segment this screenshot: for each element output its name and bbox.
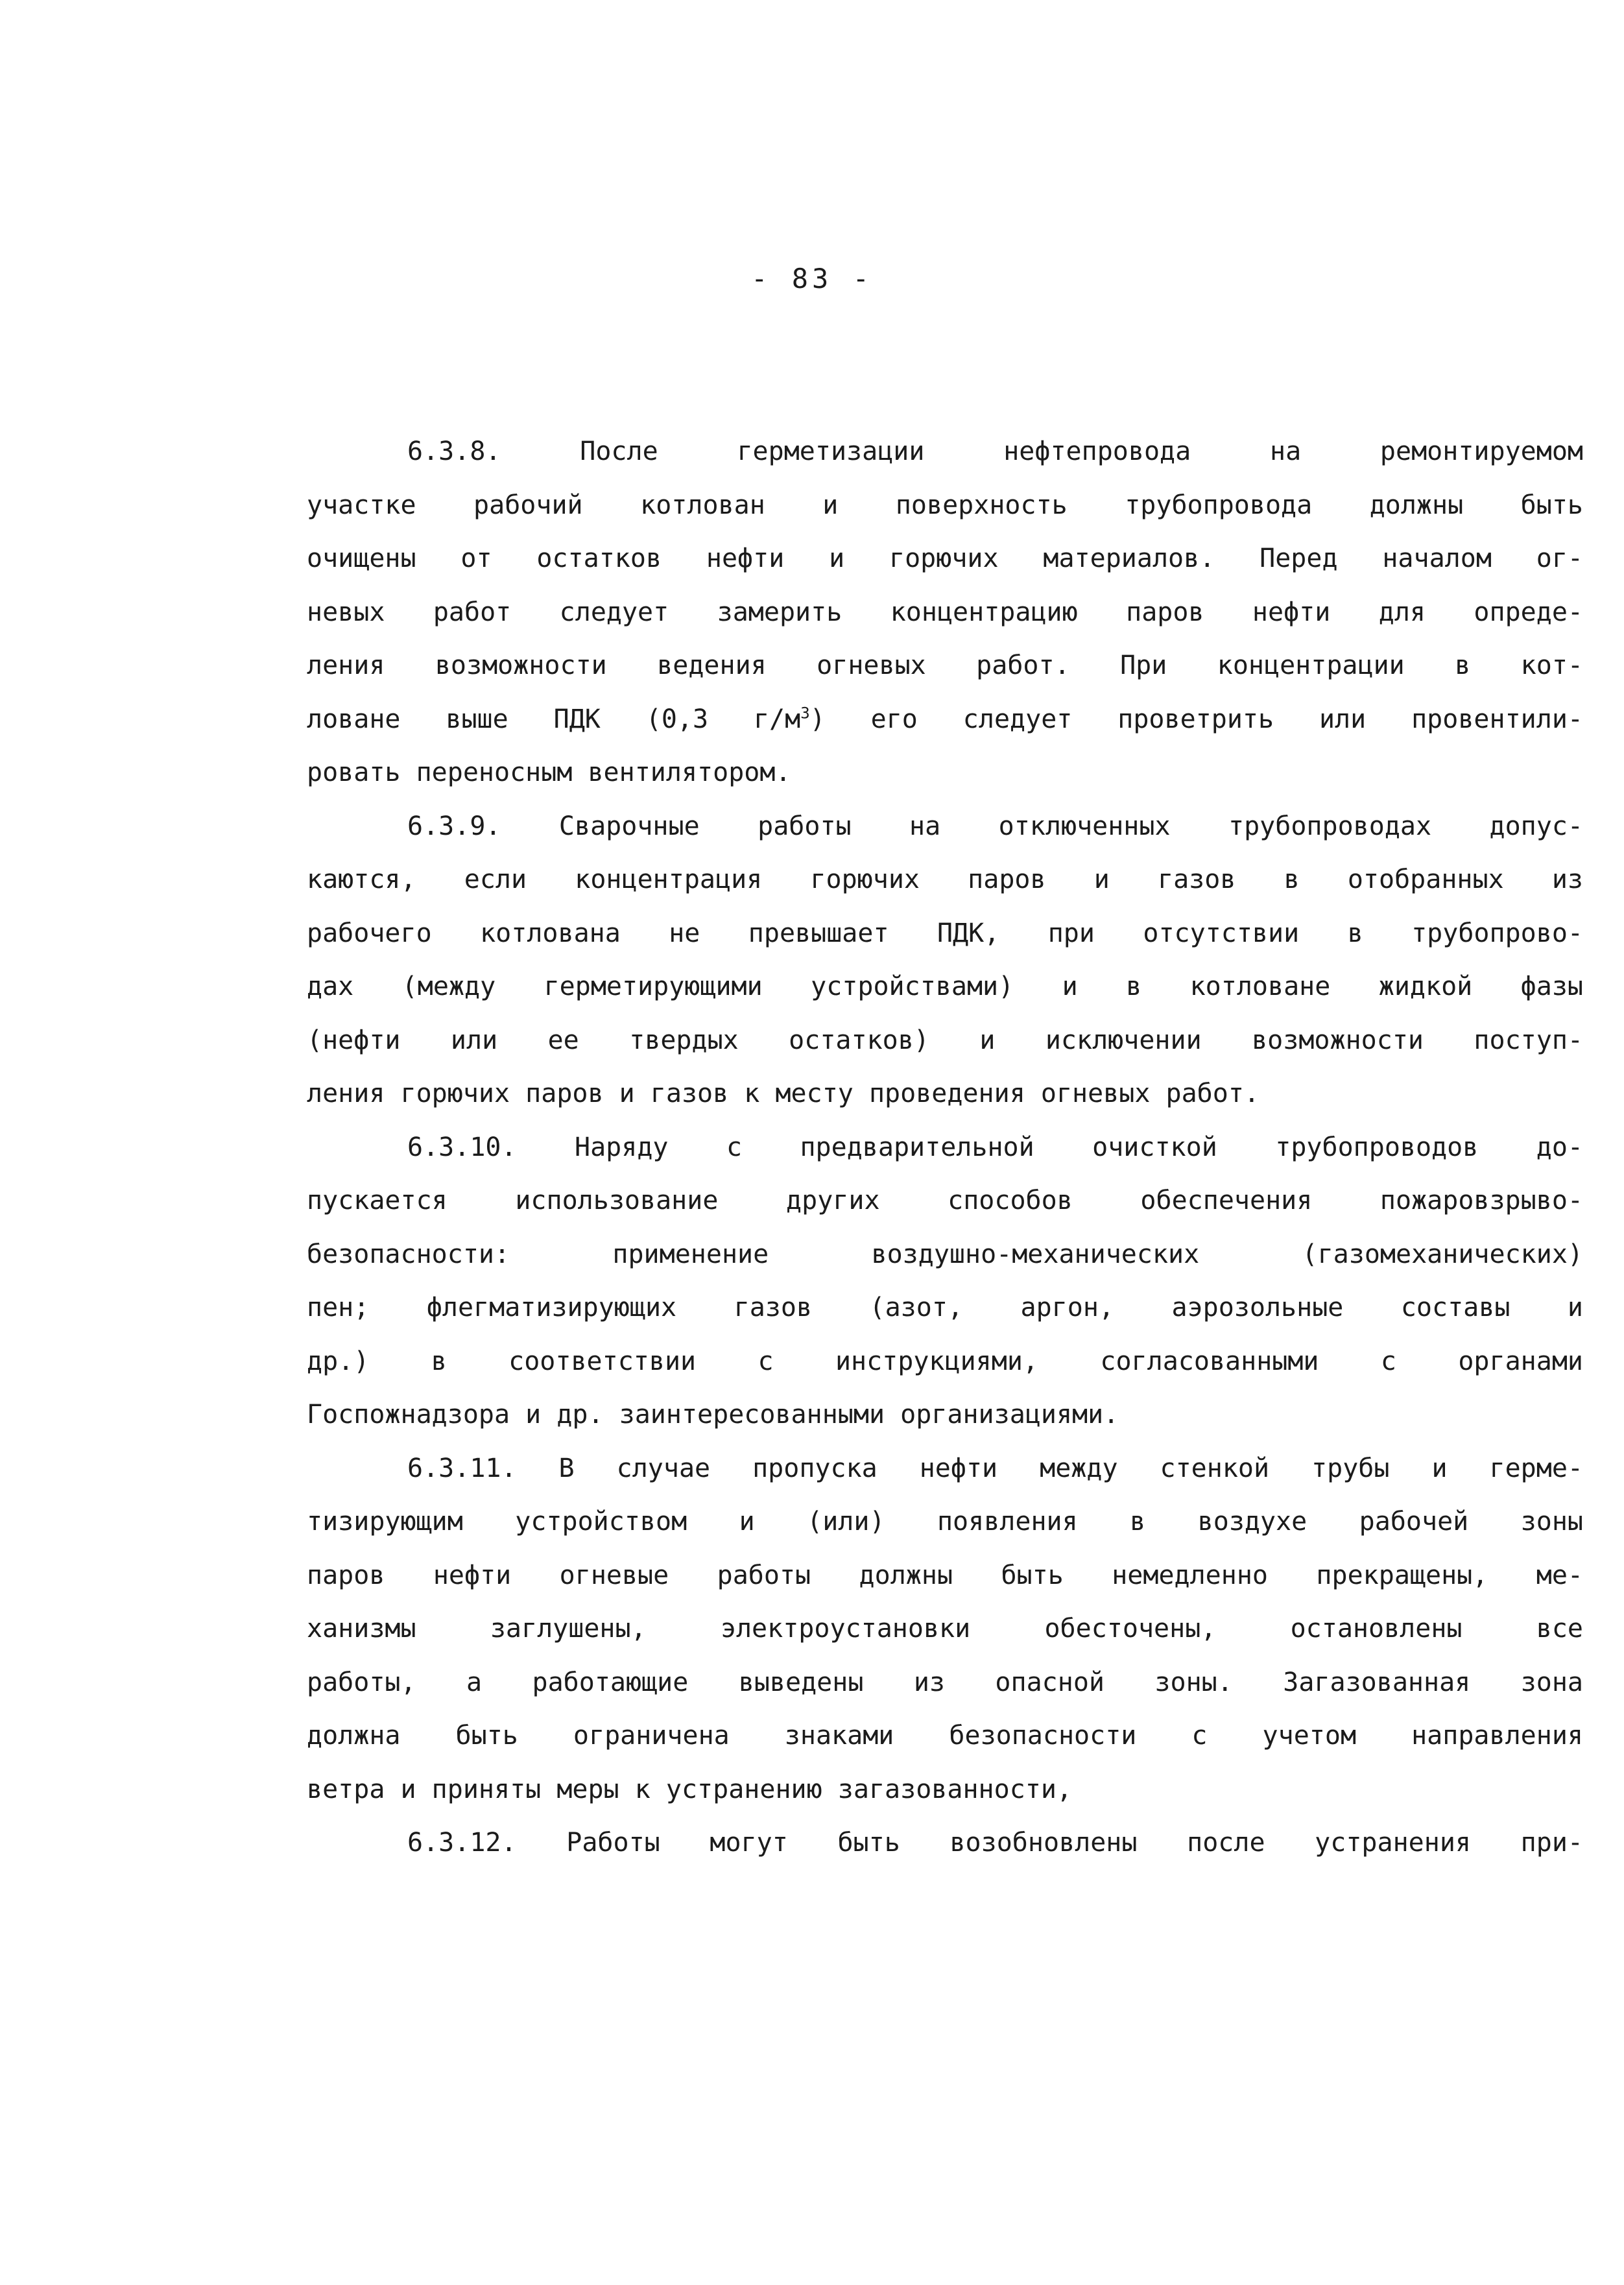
page-number: - 83 - xyxy=(751,263,873,294)
text-line: дах (между герметирующими устройствами) и в котловане жидкой фазы xyxy=(307,972,1583,1001)
text-fragment: ) его следует проветрить или провентили- xyxy=(809,704,1584,734)
text-line: 6.3.8. После герметизации нефтепровода на ремонтируемом xyxy=(407,437,1583,466)
document-body xyxy=(307,425,1583,1870)
text-line: работы, а работающие выведены из опасной зоны. Загазованная зона xyxy=(307,1667,1583,1697)
text-fragment: ловане выше ПДК (0,3 г/м xyxy=(307,704,801,734)
text-line: тизирующим устройством и (или) появления в воздухе рабочей зоны xyxy=(307,1507,1583,1537)
text-line: (нефти или ее твердых остатков) и исключении возможности поступ- xyxy=(307,1025,1583,1055)
text-line: невых работ следует замерить концентрацию паров нефти для опреде- xyxy=(307,597,1583,627)
text-line: ханизмы заглушены, электроустановки обесточены, остановлены все xyxy=(307,1614,1583,1644)
text-line: ления возможности ведения огневых работ. При концентрации в кот- xyxy=(307,651,1583,680)
paragraph-6-3-10 xyxy=(307,1121,1583,1442)
text-line: 6.3.12. Работы могут быть возобновлены после устранения при- xyxy=(407,1828,1583,1858)
paragraph-6-3-8 xyxy=(307,425,1583,800)
text-line: 6.3.9. Сварочные работы на отключенных трубопроводах допус- xyxy=(407,811,1583,841)
text-line: паров нефти огневые работы должны быть немедленно прекращены, ме- xyxy=(307,1560,1583,1590)
text-line: ветра и приняты меры к устранению загазованности, xyxy=(307,1774,1073,1804)
text-line: 6.3.10. Наряду с предварительной очисткой трубопроводов до- xyxy=(407,1132,1583,1162)
paragraph-6-3-9 xyxy=(307,800,1583,1121)
text-line: участке рабочий котлован и поверхность трубопровода должны быть xyxy=(307,490,1583,520)
text-line xyxy=(307,693,1583,747)
superscript: 3 xyxy=(800,704,810,723)
text-line: др.) в соответствии с инструкциями, согласованными с органами xyxy=(307,1346,1583,1376)
paragraph-6-3-11 xyxy=(307,1442,1583,1817)
text-line: каются, если концентрация горючих паров и газов в отобранных из xyxy=(307,865,1583,894)
text-line: очищены от остатков нефти и горючих материалов. Перед началом ог- xyxy=(307,544,1583,573)
text-line: ровать переносным вентилятором. xyxy=(307,758,791,787)
text-line: 6.3.11. В случае пропуска нефти между стенкой трубы и герме- xyxy=(407,1453,1583,1483)
text-line: безопасности: применение воздушно-механических (газомеханических) xyxy=(307,1239,1583,1269)
text-line: Госпожнадзора и др. заинтересованными организациями. xyxy=(307,1400,1119,1430)
text-line: должна быть ограничена знаками безопасности с учетом направления xyxy=(307,1721,1583,1751)
text-line: ления горючих паров и газов к месту проведения огневых работ. xyxy=(307,1079,1260,1108)
text-line: пен; флегматизирующих газов (азот, аргон, аэрозольные составы и xyxy=(307,1293,1583,1322)
text-line: пускается использование других способов обеспечения пожаровзрыво- xyxy=(307,1186,1583,1215)
text-line: рабочего котлована не превышает ПДК, при отсутствии в трубопрово- xyxy=(307,918,1583,948)
paragraph-6-3-12 xyxy=(307,1816,1583,1870)
